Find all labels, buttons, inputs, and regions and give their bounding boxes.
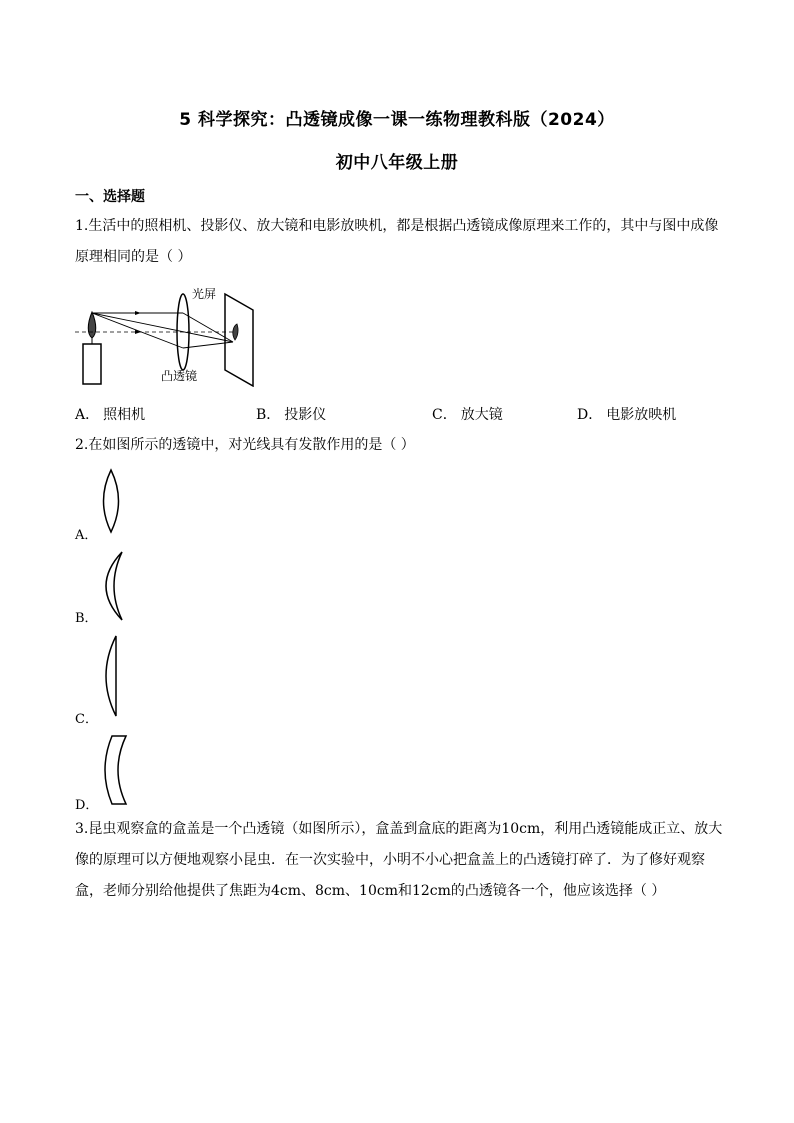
q2-option-c[interactable] bbox=[75, 708, 98, 727]
option-letter: A． bbox=[75, 528, 98, 543]
option-text: 电影放映机 bbox=[606, 407, 677, 423]
candle-icon bbox=[83, 344, 101, 384]
page-title: 5 科学探究：凸透镜成像一课一练物理教科版（2024） bbox=[179, 110, 615, 130]
q1-option-a[interactable] bbox=[75, 404, 149, 424]
concave-meniscus-lens-icon bbox=[96, 734, 132, 806]
option-letter: D． bbox=[577, 407, 603, 423]
option-letter: C． bbox=[432, 407, 457, 423]
screen-label: 光屏 bbox=[192, 287, 217, 301]
question-1-text: 1.生活中的照相机、投影仪、放大镜和电影放映机，都是根据凸透镜成像原理来工作的，其中与图中成像原理相同的是（ ） bbox=[75, 218, 719, 265]
lens-imaging-figure bbox=[75, 282, 257, 387]
question-3-text: 3.昆虫观察盒的盒盖是一个凸透镜（如图所示），盒盖到盒底的距离为10cm，利用凸透镜能成正立、放大像的原理可以方便地观察小昆虫．在一次实验中，小明不小心把盒盖上的凸透镜打碎了．为了修好观察盒，老师分别给他提供了焦距为4cm、8cm、10cm和12cm的凸透镜各一个，他应该选择（ ） bbox=[75, 821, 723, 899]
biconvex-lens-icon bbox=[96, 468, 126, 534]
section-heading: 一、选择题 bbox=[75, 189, 145, 205]
option-letter: B． bbox=[256, 407, 281, 423]
question-2-text: 2.在如图所示的透镜中，对光线具有发散作用的是（ ） bbox=[75, 437, 415, 453]
option-text: 照相机 bbox=[103, 407, 146, 423]
option-letter: B． bbox=[75, 611, 98, 626]
plano-convex-lens-icon bbox=[96, 634, 124, 718]
q1-option-c[interactable] bbox=[432, 404, 507, 424]
q2-option-d[interactable] bbox=[75, 794, 98, 813]
q2-option-a[interactable] bbox=[75, 524, 97, 543]
option-text: 投影仪 bbox=[284, 407, 327, 423]
q2-option-b[interactable] bbox=[75, 607, 98, 626]
lens-label: 凸透镜 bbox=[161, 369, 198, 383]
flame-icon bbox=[88, 312, 96, 338]
option-text: 放大镜 bbox=[460, 407, 503, 423]
option-letter: C． bbox=[75, 712, 98, 727]
q1-option-d[interactable] bbox=[577, 404, 680, 424]
page-subtitle: 初中八年级上册 bbox=[335, 153, 459, 173]
meniscus-lens-icon bbox=[96, 550, 130, 622]
option-letter: D． bbox=[75, 798, 99, 813]
option-letter: A． bbox=[75, 407, 100, 423]
q1-option-b[interactable] bbox=[256, 404, 330, 424]
